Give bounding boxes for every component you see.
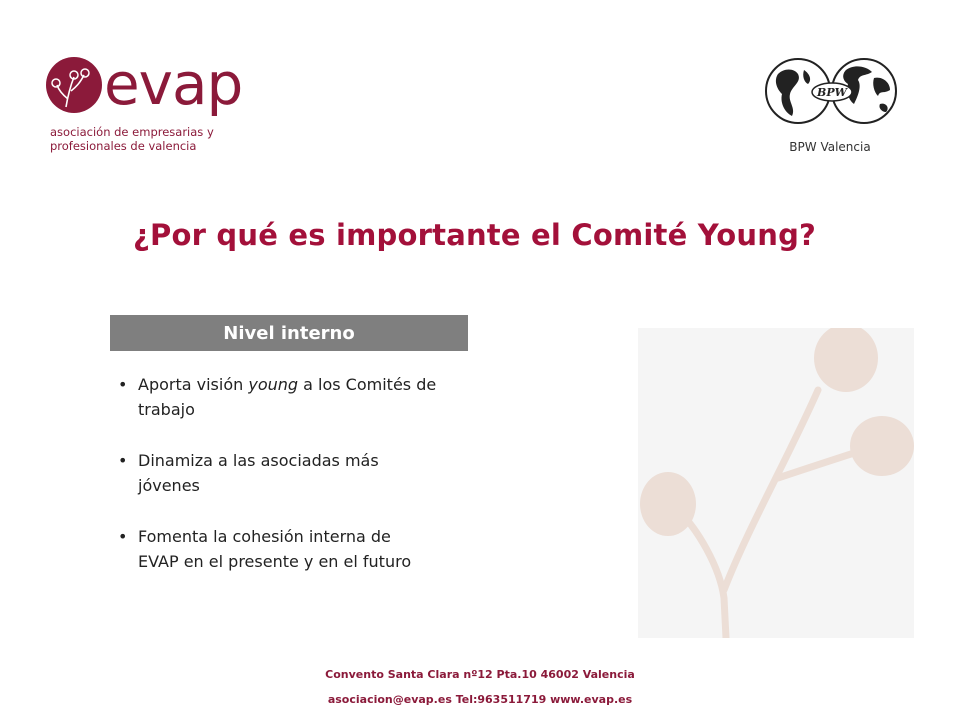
bullet-text: trabajo	[138, 400, 195, 419]
bullet-text: Aporta visión	[138, 375, 249, 394]
evap-flower-icon	[44, 55, 104, 115]
footer-contact: asociacion@evap.es Tel:963511719 www.evap.es	[327, 693, 633, 706]
section-header	[110, 315, 468, 351]
bullet-icon: •	[118, 527, 128, 546]
evap-tagline	[50, 125, 214, 153]
evap-tagline-line2: profesionales de valencia	[50, 139, 197, 153]
footer-address: Convento Santa Clara nº12 Pta.10 46002 Valencia	[325, 668, 635, 681]
bpw-caption: BPW Valencia	[789, 140, 871, 154]
bullet-icon: •	[118, 375, 128, 394]
branch-icon	[638, 328, 914, 638]
bullet-text: a los Comités de	[298, 375, 437, 394]
bullet-text: EVAP en el presente y en el futuro	[138, 552, 412, 571]
bullet-text: jóvenes	[138, 476, 200, 495]
evap-wordmark: evap	[104, 50, 243, 118]
slide-title: ¿Por qué es importante el Comité Young?	[133, 218, 817, 252]
bullet-emphasis: young	[248, 375, 299, 394]
list-item	[118, 448, 478, 498]
list-item	[118, 372, 478, 422]
bullet-list	[118, 372, 478, 600]
bpw-logo-text: BPW	[817, 86, 847, 99]
globe-icon	[762, 56, 902, 126]
bullet-text: Fomenta la cohesión interna de	[138, 527, 391, 546]
bpw-logo	[762, 56, 902, 126]
evap-tagline-line1: asociación de empresarias y	[50, 125, 214, 139]
section-header-label: Nivel interno	[223, 322, 355, 344]
bullet-text: Dinamiza a las asociadas más	[138, 451, 379, 470]
bullet-icon: •	[118, 451, 128, 470]
list-item	[118, 524, 478, 574]
branch-illustration	[638, 328, 914, 638]
